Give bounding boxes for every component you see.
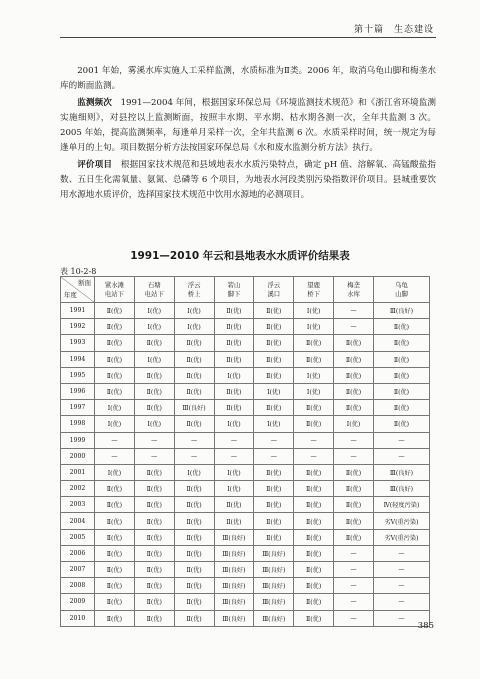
table-cell: Ⅱ(优) [254, 351, 294, 367]
table-cell: Ⅱ(优) [334, 497, 374, 513]
table-row [61, 416, 430, 432]
table-cell: Ⅲ(良好) [374, 464, 430, 480]
table-cell: Ⅱ(优) [134, 545, 174, 561]
table-cell: Ⅱ(优) [334, 383, 374, 399]
table-cell: Ⅱ(优) [214, 335, 254, 351]
table-cell: Ⅱ(优) [214, 383, 254, 399]
table-cell: Ⅲ(良好) [254, 578, 294, 594]
table-cell: Ⅰ(优) [95, 400, 135, 416]
table-cell: Ⅱ(优) [95, 513, 135, 529]
table-cell: — [374, 578, 430, 594]
year-cell: 2006 [61, 545, 95, 561]
table-cell: Ⅱ(优) [174, 513, 214, 529]
year-cell: 1994 [61, 351, 95, 367]
table-row [61, 594, 430, 610]
table-row [61, 610, 430, 626]
table-row [61, 319, 430, 335]
table-cell: Ⅱ(优) [334, 529, 374, 545]
table-title: 1991—2010 年云和县地表水水质评价结果表 [130, 250, 350, 262]
table-cell: — [334, 594, 374, 610]
table-row [61, 578, 430, 594]
table-cell: Ⅱ(优) [294, 610, 334, 626]
table-cell: Ⅰ(优) [134, 319, 174, 335]
table-cell: Ⅰ(优) [254, 416, 294, 432]
table-cell: Ⅱ(优) [134, 562, 174, 578]
table-cell: Ⅲ(良好) [174, 400, 214, 416]
table-cell: Ⅱ(优) [294, 545, 334, 561]
year-cell: 1991 [61, 303, 95, 319]
table-cell: — [334, 432, 374, 448]
table-cell: Ⅱ(优) [254, 497, 294, 513]
table-cell: Ⅲ(良好) [214, 610, 254, 626]
table-cell: — [174, 448, 214, 464]
table-cell: Ⅱ(优) [214, 497, 254, 513]
paragraph-2-lead: 监测频次 [77, 98, 112, 108]
water-quality-table [60, 276, 430, 627]
table-cell: Ⅲ(良好) [254, 545, 294, 561]
table-cell: Ⅱ(优) [374, 416, 430, 432]
table-cell: — [174, 432, 214, 448]
paragraph-3 [60, 158, 436, 203]
table-cell: — [95, 432, 135, 448]
table-cell: Ⅱ(优) [174, 594, 214, 610]
table-cell: Ⅱ(优) [214, 303, 254, 319]
table-cell: — [374, 545, 430, 561]
table-cell: Ⅱ(优) [134, 578, 174, 594]
table-cell: Ⅰ(优) [214, 367, 254, 383]
body-text [60, 64, 436, 205]
table-cell: Ⅰ(优) [334, 416, 374, 432]
year-cell: 2005 [61, 529, 95, 545]
year-cell: 2010 [61, 610, 95, 626]
year-cell: 1995 [61, 367, 95, 383]
table-cell: Ⅱ(优) [95, 481, 135, 497]
table-row [61, 562, 430, 578]
year-cell: 2003 [61, 497, 95, 513]
table-row [61, 497, 430, 513]
table-cell: Ⅱ(优) [334, 335, 374, 351]
table-cell: Ⅰ(优) [214, 464, 254, 480]
table-row [61, 335, 430, 351]
table-cell: Ⅱ(优) [374, 335, 430, 351]
table-cell: Ⅲ(良好) [214, 578, 254, 594]
table-cell: — [374, 448, 430, 464]
table-cell: Ⅱ(优) [174, 383, 214, 399]
year-cell: 1992 [61, 319, 95, 335]
table-cell: Ⅲ(良好) [374, 481, 430, 497]
table-cell: Ⅱ(优) [254, 319, 294, 335]
corner-bottom-label: 年度 [64, 291, 77, 299]
table-cell: Ⅱ(优) [174, 367, 214, 383]
table-cell: — [334, 448, 374, 464]
table-cell: Ⅱ(优) [254, 400, 294, 416]
table-cell: Ⅱ(优) [95, 578, 135, 594]
table-cell: Ⅱ(优) [134, 464, 174, 480]
page-number: 385 [417, 621, 434, 631]
table-cell: Ⅱ(优) [294, 351, 334, 367]
table-cell: Ⅱ(优) [294, 416, 334, 432]
table-number: 表 10-2-8 [60, 267, 97, 276]
column-header: 石塘 电站下 [134, 277, 174, 303]
table-cell: — [214, 432, 254, 448]
table-cell: — [254, 432, 294, 448]
table-cell: Ⅲ(良好) [214, 594, 254, 610]
table-cell: Ⅱ(优) [294, 400, 334, 416]
table-cell: Ⅱ(优) [334, 351, 374, 367]
table-row [61, 432, 430, 448]
paragraph-2-text: 1991—2004 年间，根据国家环保总局《环境监测技术规范》和《浙江省环境监测实施细则》，对县控以上监测断面，按照丰水期、平水期、枯水期各测一次，全年共监测 3 次。2005 年始，提高监测频率，每逢单月采样一次，全年共监测 6 次。水质采样时间，统一规定为每逢单月的上旬。项目数据分析方法按国家环保总局《水和废水监测分析方法》执行。 [60, 98, 436, 153]
column-header: 紧水滩 电站下 [95, 277, 135, 303]
table-cell: Ⅰ(优) [95, 416, 135, 432]
table-cell: Ⅱ(优) [134, 610, 174, 626]
table-cell: Ⅱ(优) [294, 562, 334, 578]
table-cell: Ⅱ(优) [134, 594, 174, 610]
table-cell: — [374, 562, 430, 578]
table-cell: Ⅱ(优) [254, 367, 294, 383]
table-cell: — [374, 594, 430, 610]
table-cell: Ⅰ(优) [174, 464, 214, 480]
table-cell: Ⅱ(优) [95, 367, 135, 383]
table-cell: Ⅰ(优) [134, 351, 174, 367]
table-cell: Ⅱ(优) [294, 578, 334, 594]
table-cell: Ⅱ(优) [334, 367, 374, 383]
table-cell: Ⅱ(优) [174, 416, 214, 432]
year-cell: 2004 [61, 513, 95, 529]
table-cell: Ⅱ(优) [134, 529, 174, 545]
table-cell: Ⅱ(优) [174, 335, 214, 351]
year-cell: 2009 [61, 594, 95, 610]
table-cell: — [334, 578, 374, 594]
table-cell: Ⅱ(优) [134, 481, 174, 497]
table-cell: Ⅱ(优) [95, 351, 135, 367]
column-header: 乌龟 山脚 [374, 277, 430, 303]
year-cell: 2002 [61, 481, 95, 497]
table-cell: Ⅱ(优) [134, 367, 174, 383]
table-cell: Ⅱ(优) [254, 335, 294, 351]
corner-cell [61, 277, 95, 303]
table-row [61, 464, 430, 480]
table-cell: Ⅱ(优) [334, 513, 374, 529]
table-cell: Ⅳ(轻度污染) [374, 497, 430, 513]
table-cell: Ⅰ(优) [254, 383, 294, 399]
table-row [61, 303, 430, 319]
table-cell: Ⅱ(优) [254, 464, 294, 480]
table-cell: Ⅱ(优) [174, 497, 214, 513]
table-cell: Ⅱ(优) [294, 497, 334, 513]
table-cell: Ⅱ(优) [374, 400, 430, 416]
year-cell: 2008 [61, 578, 95, 594]
table-cell: Ⅱ(优) [95, 529, 135, 545]
table-cell: — [254, 448, 294, 464]
table-cell: Ⅰ(优) [95, 464, 135, 480]
table-cell: Ⅱ(优) [174, 529, 214, 545]
table-cell: Ⅱ(优) [174, 351, 214, 367]
table-cell: Ⅱ(优) [254, 529, 294, 545]
table-cell: Ⅲ(良好) [214, 545, 254, 561]
table-cell: Ⅱ(优) [294, 529, 334, 545]
paragraph-3-text: 根据国家技术规范和县域地表水水质污染特点，确定 pH 值、溶解氧、高锰酸盐指数、五日生化需氧量、氨氮、总磷等 6 个项目，为地表水河段类别污染指数评价项目。县城重要饮用水源地水质评价，选择国家技术规范中饮用水源地的必测项目。 [60, 160, 436, 200]
table-row [61, 400, 430, 416]
table-cell: Ⅱ(优) [214, 400, 254, 416]
year-cell: 1999 [61, 432, 95, 448]
year-cell: 2007 [61, 562, 95, 578]
table-cell: — [334, 562, 374, 578]
column-header: 浮云 溪口 [254, 277, 294, 303]
table-cell: Ⅱ(优) [214, 319, 254, 335]
table-cell: Ⅱ(优) [254, 481, 294, 497]
table-cell: 劣Ⅴ(重污染) [374, 529, 430, 545]
table-cell: Ⅰ(优) [174, 319, 214, 335]
table-cell: Ⅱ(优) [174, 562, 214, 578]
table-cell: Ⅱ(优) [134, 513, 174, 529]
table-row [61, 367, 430, 383]
table-cell: — [334, 545, 374, 561]
table-cell: Ⅱ(优) [95, 303, 135, 319]
table-body [61, 303, 430, 627]
running-header: 第十篇 生态建设 [353, 25, 434, 35]
table-cell: Ⅱ(优) [134, 400, 174, 416]
column-header: 梅垄 水库 [334, 277, 374, 303]
table-cell: Ⅱ(优) [254, 303, 294, 319]
table-cell: Ⅱ(优) [294, 481, 334, 497]
table-row [61, 351, 430, 367]
year-cell: 1993 [61, 335, 95, 351]
table-cell: Ⅲ(良好) [214, 562, 254, 578]
table-cell: — [374, 610, 430, 626]
table-cell: Ⅱ(优) [334, 400, 374, 416]
table-cell: Ⅱ(优) [254, 513, 294, 529]
table-cell: Ⅱ(优) [294, 594, 334, 610]
paragraph-3-lead: 评价项目 [77, 160, 113, 170]
year-cell: 1998 [61, 416, 95, 432]
paragraph-2 [60, 96, 436, 156]
table-cell: — [214, 448, 254, 464]
table-row [61, 481, 430, 497]
table-cell: Ⅱ(优) [174, 481, 214, 497]
table-row [61, 513, 430, 529]
table-cell: — [294, 432, 334, 448]
table-cell: Ⅱ(优) [95, 319, 135, 335]
year-cell: 2000 [61, 448, 95, 464]
table-cell: Ⅱ(优) [95, 562, 135, 578]
table-cell: Ⅰ(优) [294, 367, 334, 383]
table-row [61, 383, 430, 399]
table-cell: — [334, 319, 374, 335]
table-cell: Ⅲ(良好) [374, 303, 430, 319]
table-cell: Ⅱ(优) [95, 383, 135, 399]
table-cell: Ⅱ(优) [374, 367, 430, 383]
table-cell: Ⅰ(优) [294, 319, 334, 335]
column-header: 浮云 桥上 [174, 277, 214, 303]
year-cell: 2001 [61, 464, 95, 480]
table-cell: Ⅱ(优) [374, 351, 430, 367]
table-cell: Ⅰ(优) [214, 416, 254, 432]
table-cell: Ⅱ(优) [334, 464, 374, 480]
table-cell: Ⅱ(优) [95, 335, 135, 351]
table-cell: Ⅰ(优) [174, 303, 214, 319]
table-cell: Ⅱ(优) [294, 513, 334, 529]
header-rule [60, 37, 436, 38]
table-cell: Ⅱ(优) [374, 319, 430, 335]
table-cell: Ⅱ(优) [214, 351, 254, 367]
table-cell: Ⅱ(优) [95, 610, 135, 626]
column-header: 箬山 脚下 [214, 277, 254, 303]
table-cell: — [294, 448, 334, 464]
table-cell: — [95, 448, 135, 464]
table-cell: Ⅰ(优) [134, 303, 174, 319]
table-cell: — [334, 610, 374, 626]
table-cell: 劣Ⅴ(重污染) [374, 513, 430, 529]
table-cell: Ⅱ(优) [294, 464, 334, 480]
table-cell: Ⅱ(优) [214, 513, 254, 529]
year-cell: 1997 [61, 400, 95, 416]
table-header-row [61, 277, 430, 303]
table-cell: Ⅱ(优) [294, 335, 334, 351]
column-header: 望鹿 桥下 [294, 277, 334, 303]
table-cell: Ⅱ(优) [334, 481, 374, 497]
table-cell: Ⅲ(良好) [254, 594, 294, 610]
table-cell: Ⅲ(良好) [254, 562, 294, 578]
table-cell: Ⅰ(优) [294, 303, 334, 319]
table-cell: — [134, 448, 174, 464]
table-cell: — [374, 432, 430, 448]
table-cell: Ⅱ(优) [134, 383, 174, 399]
table-cell: Ⅱ(优) [134, 335, 174, 351]
table-cell: Ⅰ(优) [214, 481, 254, 497]
table-cell: Ⅲ(良好) [214, 529, 254, 545]
table-cell: Ⅱ(优) [95, 497, 135, 513]
table-cell: — [334, 303, 374, 319]
table-cell: Ⅱ(优) [95, 545, 135, 561]
table-cell: Ⅰ(优) [294, 383, 334, 399]
table-cell: Ⅲ(良好) [254, 610, 294, 626]
table-row [61, 545, 430, 561]
table-cell: Ⅱ(优) [134, 497, 174, 513]
table-row [61, 448, 430, 464]
table-cell: Ⅰ(优) [134, 416, 174, 432]
table-cell: Ⅱ(优) [374, 383, 430, 399]
table-cell: Ⅱ(优) [174, 545, 214, 561]
table-cell: Ⅱ(优) [174, 578, 214, 594]
table-cell: Ⅱ(优) [174, 610, 214, 626]
table-cell: — [134, 432, 174, 448]
table-cell: Ⅱ(优) [95, 594, 135, 610]
table-row [61, 529, 430, 545]
corner-top-label: 断面 [78, 279, 91, 287]
year-cell: 1996 [61, 383, 95, 399]
paragraph-1: 2001 年始，雾溪水库实施人工采样监测，水质标准为Ⅱ类。2006 年，取消乌龟山脚和梅垄水库的断面监测。 [60, 66, 436, 91]
